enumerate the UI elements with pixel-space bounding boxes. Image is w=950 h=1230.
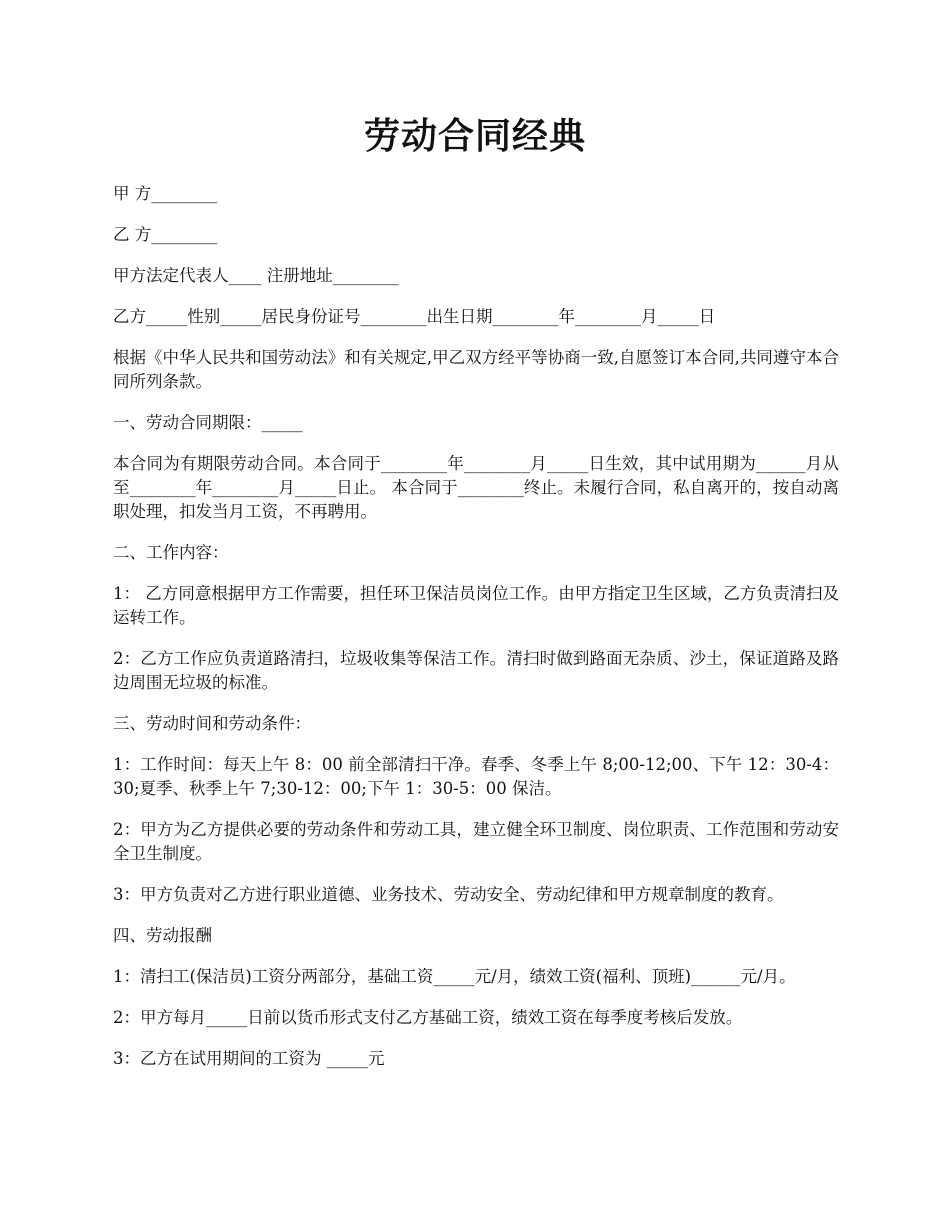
party-b-details-line: 乙方_____性别_____居民身份证号________出生日期________年________月_____日 xyxy=(113,307,716,326)
working-time-item-2: 2：甲方为乙方提供必要的劳动条件和劳动工具，建立健全环卫制度、岗位职责、工作范围和劳动安全卫生制度。 xyxy=(113,820,839,863)
contract-term-paragraph: 本合同为有期限劳动合同。本合同于________年________月_____日生效，其中试用期为______月从至________年________月_____日止。 本合同于________终止。未履行合同，私自离开的，按自动离职处理，扣发当月工资，不再聘用。 xyxy=(113,454,839,521)
remuneration-item-3: 3：乙方在试用期间的工资为 _____元 xyxy=(113,1049,385,1068)
work-content-item-1: 1： 乙方同意根据甲方工作需要，担任环卫保洁员岗位工作。由甲方指定卫生区域，乙方负责清扫及运转工作。 xyxy=(113,584,839,627)
preamble-paragraph: 根据《中华人民共和国劳动法》和有关规定,甲乙双方经平等协商一致,自愿签订本合同,共同遵守本合同所列条款。 xyxy=(113,348,839,391)
section-heading-work-content: 二、工作内容： xyxy=(113,543,229,562)
remuneration-item-1: 1：清扫工(保洁员)工资分两部分，基础工资_____元/月，绩效工资(福利、顶班)______元/月。 xyxy=(113,967,796,986)
section-heading-working-time: 三、劳动时间和劳动条件： xyxy=(113,714,311,733)
section-heading-remuneration: 四、劳动报酬 xyxy=(113,926,212,945)
document-title: 劳动合同经典 xyxy=(363,115,586,157)
representative-address-line: 甲方法定代表人____ 注册地址________ xyxy=(113,266,399,285)
party-a-line: 甲 方________ xyxy=(113,184,218,203)
working-time-item-1: 1：工作时间：每天上午 8：00 前全部清扫干净。春季、冬季上午 8;00-12;00、下午 12：30-4：30;夏季、秋季上午 7;30-12：00;下午 1：30-5：00 保洁。 xyxy=(113,755,839,798)
remuneration-item-2: 2：甲方每月_____日前以货币形式支付乙方基础工资，绩效工资在每季度考核后发放。 xyxy=(113,1008,743,1027)
party-b-line: 乙 方________ xyxy=(113,225,218,244)
document-body xyxy=(113,182,839,1088)
work-content-item-2: 2：乙方工作应负责道路清扫，垃圾收集等保洁工作。清扫时做到路面无杂质、沙土，保证道路及路边周围无垃圾的标准。 xyxy=(113,649,839,692)
working-time-item-3: 3：甲方负责对乙方进行职业道德、业务技术、劳动安全、劳动纪律和甲方规章制度的教育。 xyxy=(113,885,784,904)
section-heading-term: 一、劳动合同期限：_____ xyxy=(113,413,303,432)
